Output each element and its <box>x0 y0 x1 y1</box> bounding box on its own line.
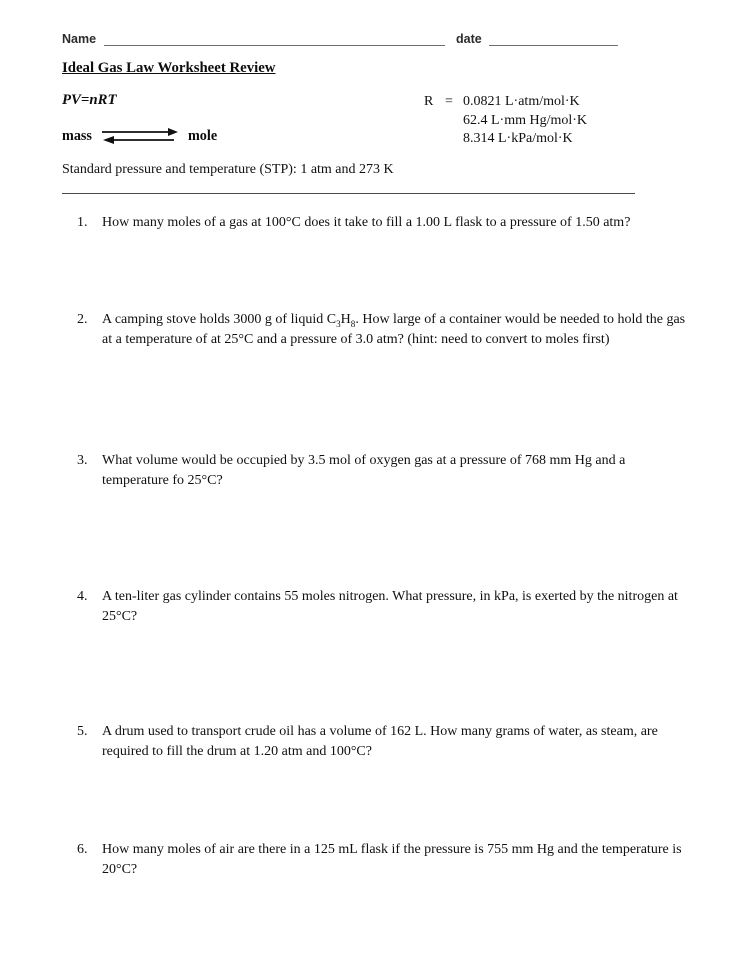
chem-element-h: H <box>340 312 351 327</box>
question-text-before: A camping stove holds 3000 g of liquid <box>102 312 327 327</box>
page-title: Ideal Gas Law Worksheet Review <box>62 60 276 76</box>
equilibrium-arrows-icon <box>99 126 181 146</box>
question-number: 5. <box>77 724 88 739</box>
mass-mole-conversion <box>62 126 217 146</box>
gas-constant-value-kpa: 8.314 L·kPa/mol·K <box>463 131 573 147</box>
gas-constant-symbol: R <box>424 94 434 109</box>
question-5 <box>77 722 693 761</box>
question-number: 1. <box>77 215 88 230</box>
divider-line <box>62 193 635 194</box>
name-blank-line <box>104 31 445 46</box>
date-label: date <box>456 32 482 46</box>
stp-note: Standard pressure and temperature (STP): 1 atm and 273 K <box>62 162 394 177</box>
question-4 <box>77 587 693 626</box>
question-number: 4. <box>77 589 88 604</box>
name-date-row <box>62 31 618 46</box>
question-text <box>102 310 693 349</box>
chem-element-c: C <box>326 312 337 327</box>
question-number: 6. <box>77 842 88 857</box>
gas-constant-values <box>463 93 587 149</box>
question-text: A drum used to transport crude oil has a volume of 162 L. How many grams of water, as steam, are required to fill the drum at 1.20 atm and 100°C? <box>102 724 658 759</box>
question-6 <box>77 840 693 879</box>
question-1 <box>77 213 693 233</box>
chem-subscript-3: 3 <box>336 318 341 329</box>
question-2 <box>77 310 693 349</box>
question-text: What volume would be occupied by 3.5 mol of oxygen gas at a pressure of 768 mm Hg and a temperature fo 25°C? <box>102 453 626 488</box>
gas-constant-value-mmhg: 62.4 L·mm Hg/mol·K <box>463 112 588 128</box>
question-text-after: . How large of a container would be needed to hold the gas at a temperature of at 25°C and a pressure of 3.0 atm? (hint: need to convert to moles first) <box>102 312 686 347</box>
ideal-gas-formula: PV=nRT <box>62 92 117 108</box>
question-number: 3. <box>77 453 88 468</box>
gas-constant-block <box>424 93 587 149</box>
mass-label: mass <box>62 127 92 144</box>
equals-sign: = <box>445 94 453 109</box>
chem-subscript-8: 8 <box>350 318 356 329</box>
date-blank-line <box>489 31 618 46</box>
gas-constant-value-atm: 0.0821 L·atm/mol·K <box>463 94 580 109</box>
question-3 <box>77 451 693 490</box>
question-number: 2. <box>77 312 88 327</box>
question-text: How many moles of a gas at 100°C does it take to fill a 1.00 L flask to a pressure of 1.50 atm? <box>102 215 631 230</box>
question-text: A ten-liter gas cylinder contains 55 moles nitrogen. What pressure, in kPa, is exerted by the nitrogen at 25°C? <box>102 589 678 624</box>
mole-label: mole <box>187 127 218 144</box>
name-label: Name <box>62 32 97 46</box>
question-text: How many moles of air are there in a 125 mL flask if the pressure is 755 mm Hg and the temperature is 20°C? <box>102 842 682 877</box>
